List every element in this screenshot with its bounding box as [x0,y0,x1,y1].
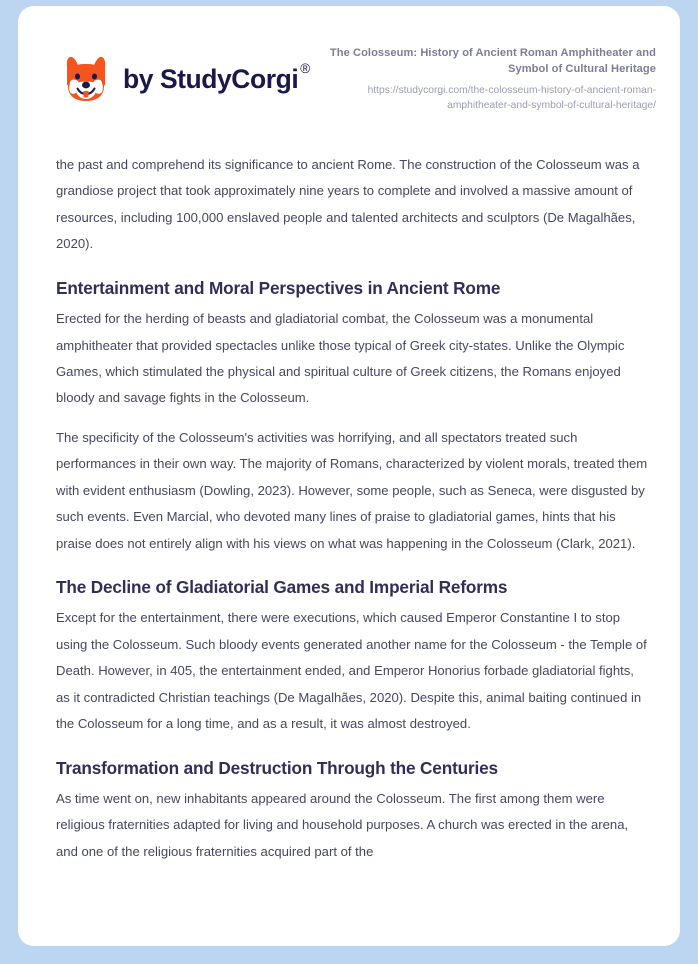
document-header [18,6,680,152]
brand-lockup[interactable] [58,53,310,105]
transformation-paragraph-1: As time went on, new inhabitants appeared around the Colosseum. The first among them were religious fraternities adapted for living and household purposes. A church was erected in the arena, and one of the religious fraternities acquired part of the [56,790,629,859]
heading-transformation-destruction: Transformation and Destruction Through the Centuries [56,757,498,778]
header-document-meta [310,44,656,114]
heading-decline-gladiatorial-games: The Decline of Gladiatorial Games and Imperial Reforms [56,577,508,598]
registered-trademark-icon: ® [300,60,311,76]
document-page-card [18,6,680,946]
heading-entertainment-moral-perspectives: Entertainment and Moral Perspectives in Ancient Rome [56,277,501,298]
intro-continuation-paragraph: the past and comprehend its significance to ancient Rome. The construction of the Colosseum was a grandiose project that took approximately nine years to complete and involved a massive amount of resources, including 100,000 enslaved people and talented architects and sculptors (De Magalhães, 2020). [56,157,640,252]
brand-name: by StudyCorgi [123,63,299,94]
corgi-head-icon [60,53,112,105]
article-body [18,152,680,865]
entertainment-paragraph-1: Erected for the herding of beasts and gladiatorial combat, the Colosseum was a monumental amphitheater that provided spectacles unlike those typical of Greek city-states. Unlike the Olympic Games, which stimulated the physical and spiritual culture of Greek citizens, the Romans enjoyed bloody and savage fights in the Colosseum. [56,311,625,406]
entertainment-paragraph-2: The specificity of the Colosseum's activities was horrifying, and all spectators treated such performances in their own way. The majority of Romans, characterized by violent morals, treated them with evident enthusiasm (Dowling, 2023). However, some people, such as Seneca, were disgusted by such events. Even Marcial, who devoted many lines of praise to gladiatorial games, hints that his praise does not entirely align with his views on what was happening in the Colosseum (Clark, 2021). [56,429,648,551]
document-title: The Colosseum: History of Ancient Roman Amphitheater and Symbol of Cultural Heritage [329,46,656,75]
document-url[interactable]: https://studycorgi.com/the-colosseum-history-of-ancient-roman-amphitheater-and-symbol-of-cultural-heritage/ [367,85,656,112]
decline-paragraph-1: Except for the entertainment, there were executions, which caused Emperor Constantine I to stop using the Colosseum. Such bloody events generated another name for the Colosseum - the Temple of Death. However, in 405, the entertainment ended, and Emperor Honorius forbade gladiatorial fights, as it contradicted Christian teachings (De Magalhães, 2020). Despite this, animal baiting continued in the Colosseum for a long time, and as a result, it was almost destroyed. [56,610,647,732]
brand-wordmark [123,60,311,94]
